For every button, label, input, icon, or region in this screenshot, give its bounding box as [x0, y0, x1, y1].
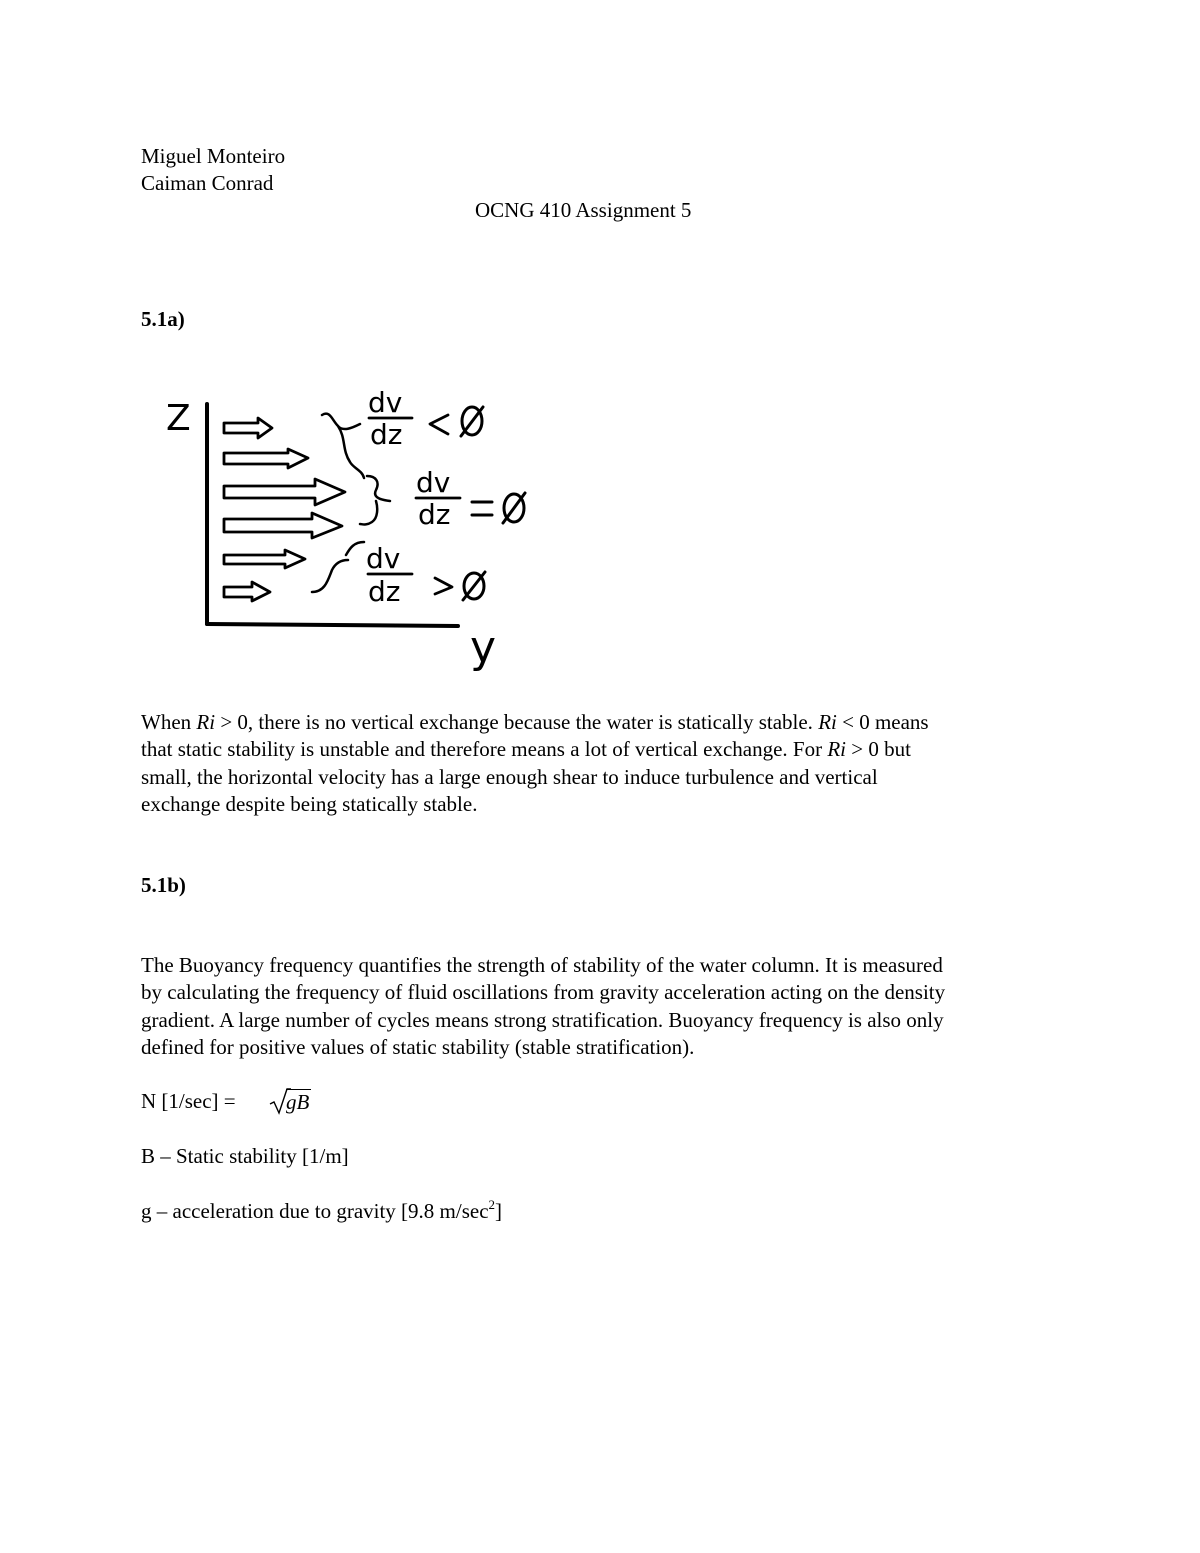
- velocity-arrow-1: [224, 418, 272, 438]
- author-1: Miguel Monteiro: [141, 144, 286, 168]
- section-heading-5-1b: 5.1b): [141, 873, 186, 897]
- brace-1: [322, 414, 364, 478]
- deriv-num-1: dv: [368, 386, 403, 419]
- y-axis-line: [207, 624, 458, 626]
- definition-b: B – Static stability [1/m]: [141, 1144, 349, 1168]
- formula-lhs: N [1/sec] =: [141, 1089, 236, 1113]
- brace-3: [312, 542, 364, 592]
- velocity-arrow-6: [224, 582, 270, 601]
- paragraph-ri: When Ri > 0, there is no vertical exchange because the water is statically stable. Ri < 0 means that static stability is unstable and therefore means a lot of vertical exchange. For Ri > 0 but small, the horizontal velocity has a large enough shear to induce turbulence and vertical exchange despite being statically stable.: [141, 710, 929, 816]
- author-2: Caiman Conrad: [141, 171, 274, 195]
- deriv-den-2: dz: [418, 498, 451, 531]
- section-heading-5-1a: 5.1a): [141, 307, 185, 331]
- velocity-arrow-3: [224, 479, 345, 505]
- brace-2: [360, 476, 390, 525]
- shear-profile-figure: [150, 380, 550, 675]
- document-title: OCNG 410 Assignment 5: [475, 198, 692, 222]
- zero-symbol-3: [463, 572, 485, 600]
- greater-than-symbol: [435, 578, 452, 594]
- velocity-arrow-2: [224, 449, 308, 468]
- z-axis-label: Z: [166, 398, 191, 439]
- deriv-num-2: dv: [416, 466, 451, 499]
- paragraph-buoyancy: The Buoyancy frequency quantifies the strength of stability of the water column. It is measured by calculating the frequency of fluid oscillations from gravity acceleration acting on the density gradient. A large number of cycles means strong stratification. Buoyancy frequency is also only defined for positive values of static stability (stable stratification).: [141, 953, 946, 1059]
- less-than-symbol: [430, 415, 448, 434]
- velocity-arrow-4: [224, 513, 342, 538]
- equals-symbol: [472, 502, 492, 515]
- zero-symbol-1: [461, 407, 483, 436]
- formula-rhs: gB: [286, 1090, 310, 1114]
- deriv-den-1: dz: [370, 418, 403, 451]
- deriv-num-3: dv: [366, 542, 401, 575]
- y-axis-label: y: [470, 622, 497, 673]
- velocity-arrow-5: [224, 550, 305, 568]
- definition-g: g – acceleration due to gravity [9.8 $m/\sec^2$]: [141, 1197, 503, 1223]
- deriv-den-3: dz: [368, 575, 401, 608]
- zero-symbol-2: [503, 493, 525, 523]
- buoyancy-formula: [141, 1089, 310, 1119]
